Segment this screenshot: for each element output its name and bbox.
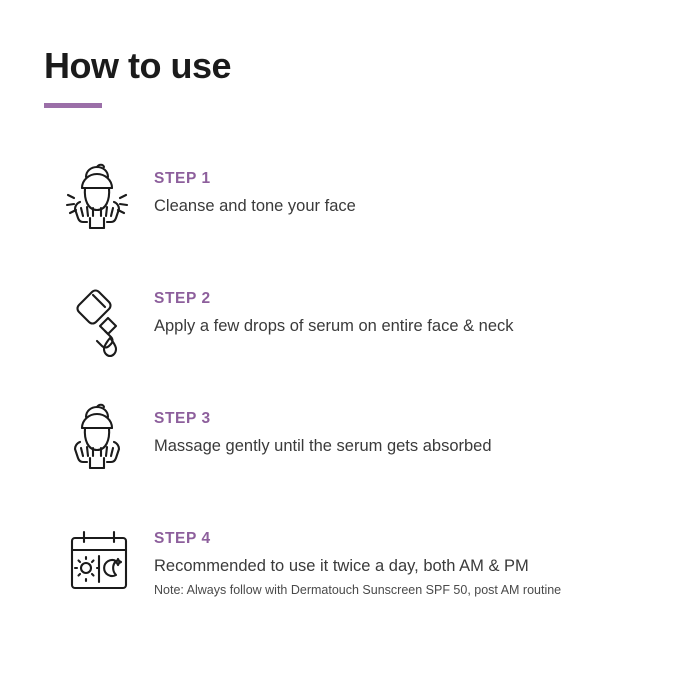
list-item (44, 276, 656, 374)
page-title: How to use (44, 45, 232, 86)
step-text-block (154, 396, 492, 457)
serum-dropper-bottle-icon (44, 276, 154, 374)
list-item (44, 516, 656, 614)
calendar-sun-moon-icon (44, 516, 154, 614)
step-text-block (154, 516, 561, 599)
step-label: STEP 1 (154, 169, 211, 187)
step-note: Note: Always follow with Dermatouch Sunscreen SPF 50, post AM routine (154, 583, 562, 598)
step-description: Massage gently until the serum gets absorbed (154, 436, 492, 455)
list-item (44, 156, 656, 254)
title-underline-rule (44, 103, 102, 108)
list-item (44, 396, 656, 494)
steps-list (44, 156, 656, 614)
step-text-block (154, 156, 356, 217)
step-text-block (154, 276, 514, 337)
step-label: STEP 4 (154, 529, 211, 547)
step-description: Cleanse and tone your face (154, 196, 356, 215)
face-massage-icon (44, 396, 154, 494)
step-label: STEP 2 (154, 289, 211, 307)
step-description: Apply a few drops of serum on entire face & neck (154, 316, 514, 335)
step-label: STEP 3 (154, 409, 211, 427)
step-description: Recommended to use it twice a day, both AM & PM (154, 556, 529, 575)
face-cleanse-icon (44, 156, 154, 254)
